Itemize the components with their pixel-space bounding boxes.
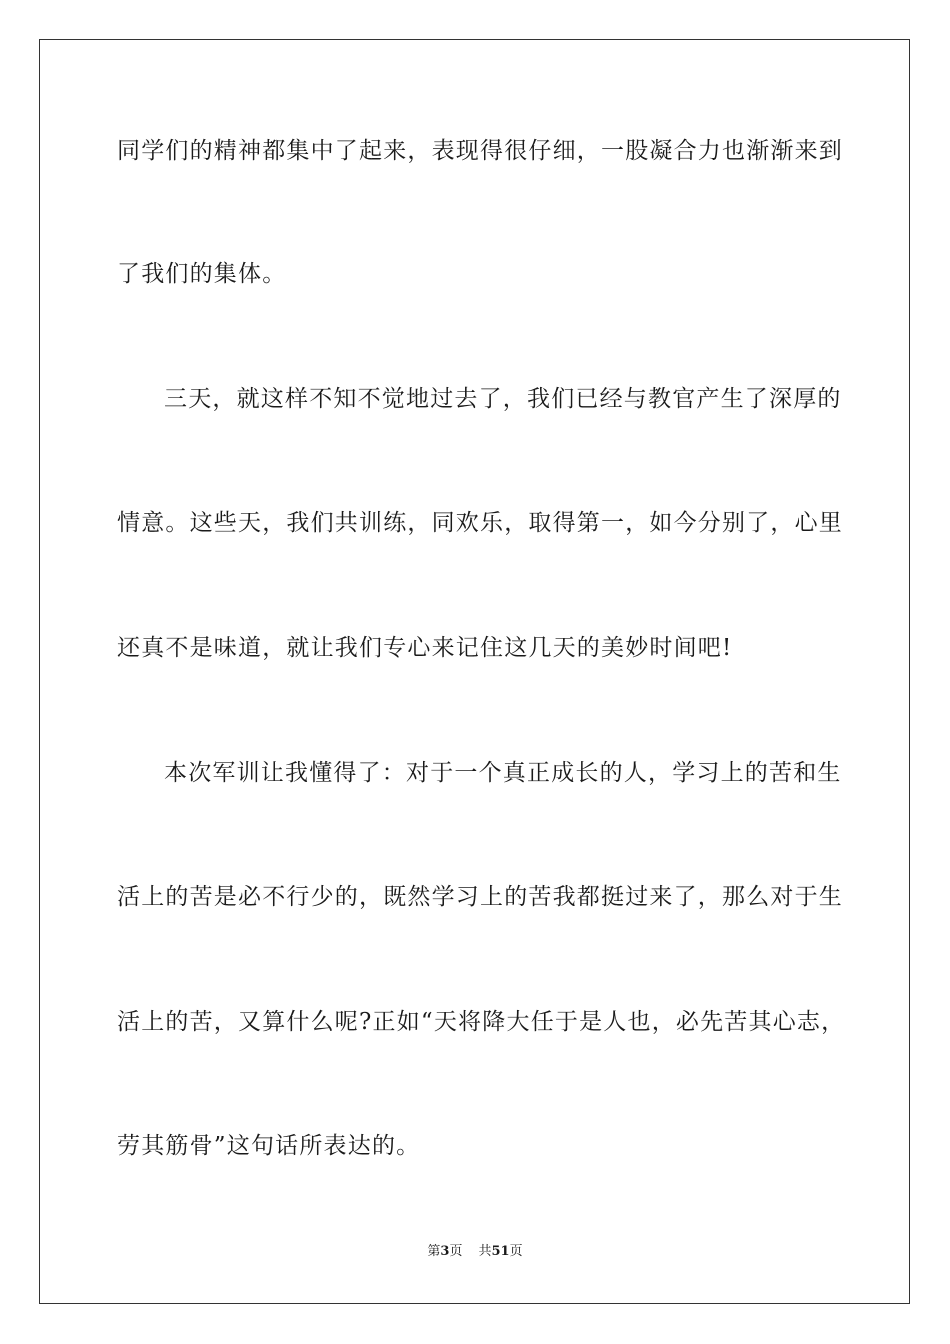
total-suffix: 页 xyxy=(509,1244,523,1259)
text-line-3: 三天，就这样不知不觉地过去了，我们已经与教官产生了深厚的 xyxy=(164,386,842,412)
text-line-6: 本次军训让我懂得了：对于一个真正成长的人，学习上的苦和生 xyxy=(164,760,842,786)
text-line-7: 活上的苦是必不行少的，既然学习上的苦我都挺过来了，那么对于生 xyxy=(117,884,843,910)
text-line-2: 了我们的集体。 xyxy=(117,261,287,287)
total-pages: 51 xyxy=(491,1244,510,1259)
text-line-9: 劳其筋骨”这句话所表达的。 xyxy=(117,1133,421,1159)
total-prefix: 共 xyxy=(478,1244,492,1259)
text-line-4: 情意。这些天，我们共训练，同欢乐，取得第一，如今分别了，心里 xyxy=(117,510,843,536)
page-prefix: 第 xyxy=(427,1244,441,1259)
page-suffix: 页 xyxy=(449,1244,463,1259)
page-number: 3 xyxy=(440,1244,450,1259)
text-line-1: 同学们的精神都集中了起来，表现得很仔细，一股凝合力也渐渐来到 xyxy=(117,138,843,164)
page-frame xyxy=(39,39,910,1304)
page-footer xyxy=(0,1243,950,1261)
text-line-8: 活上的苦，又算什么呢?正如“天将降大任于是人也，必先苦其心志， xyxy=(117,1009,846,1035)
text-line-5: 还真不是味道，就让我们专心来记住这几天的美妙时间吧! xyxy=(117,635,733,661)
